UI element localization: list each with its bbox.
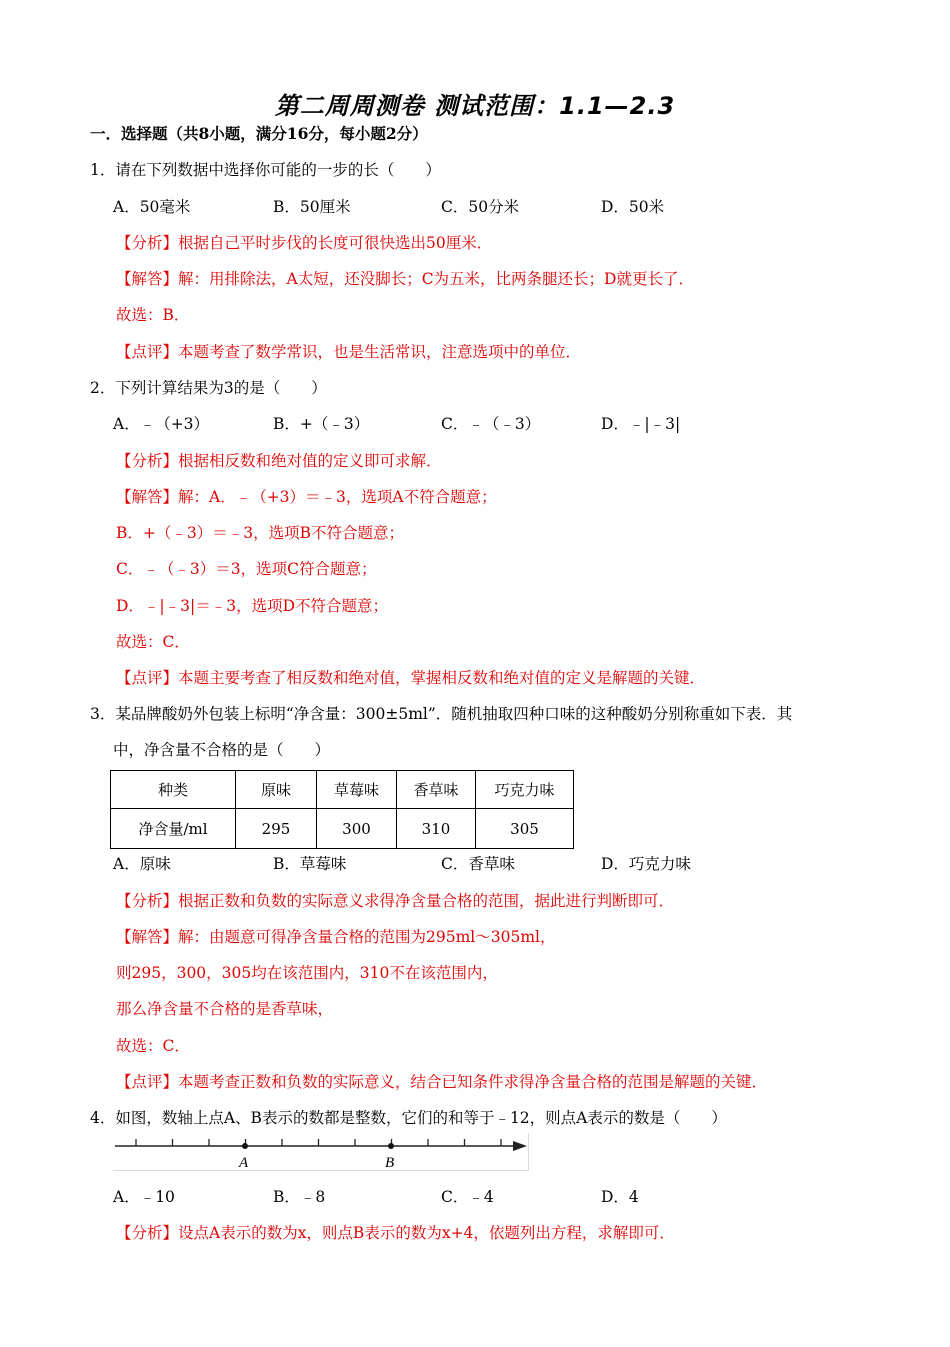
q4-option-a: A．﹣10 bbox=[113, 1188, 175, 1206]
q1-analysis: 【分析】根据自己平时步伐的长度可很快选出50厘米． bbox=[116, 234, 493, 252]
q2-choice: 故选：C． bbox=[116, 633, 190, 651]
q1-stem: 1．请在下列数据中选择你可能的一步的长（ ） bbox=[90, 161, 441, 179]
q1-option-b: B．50厘米 bbox=[273, 198, 351, 216]
point-a-dot bbox=[242, 1143, 248, 1149]
q3-option-d: D．巧克力味 bbox=[601, 855, 691, 873]
table-cell: 295 bbox=[236, 809, 317, 849]
q2-solution-b: B．+（﹣3）＝﹣3，选项B不符合题意； bbox=[116, 524, 404, 542]
table-row bbox=[111, 809, 574, 849]
q4-option-c: C．﹣4 bbox=[441, 1188, 494, 1206]
q3-comment: 【点评】本题考查正数和负数的实际意义，结合已知条件求得净含量合格的范围是解题的关键． bbox=[116, 1073, 768, 1091]
table-cell: 300 bbox=[317, 809, 397, 849]
q3-solution-line-3: 那么净含量不合格的是香草味， bbox=[116, 1000, 334, 1018]
section-heading: 一．选择题（共8小题，满分16分，每小题2分） bbox=[90, 124, 428, 143]
q3-option-b: B．草莓味 bbox=[273, 855, 347, 873]
q3-stem-line-2: 中，净含量不合格的是（ ） bbox=[113, 741, 331, 759]
table-cell: 巧克力味 bbox=[476, 771, 574, 809]
number-line-ticks bbox=[136, 1139, 501, 1146]
q2-comment: 【点评】本题主要考查了相反数和绝对值，掌握相反数和绝对值的定义是解题的关键． bbox=[116, 669, 706, 687]
table-cell: 草莓味 bbox=[317, 771, 397, 809]
q1-option-c: C．50分米 bbox=[441, 198, 520, 216]
q2-solution-d: D．﹣|﹣3|＝﹣3，选项D不符合题意； bbox=[116, 597, 389, 615]
q3-option-a: A．原味 bbox=[113, 855, 171, 873]
point-a-label: A bbox=[239, 1155, 249, 1171]
table-cell: 原味 bbox=[236, 771, 317, 809]
q1-option-d: D．50米 bbox=[601, 198, 665, 216]
q2-option-d: D．﹣|﹣3| bbox=[601, 415, 681, 433]
table-cell: 香草味 bbox=[397, 771, 476, 809]
q2-option-b: B．+（﹣3） bbox=[273, 415, 370, 433]
q1-choice: 故选：B． bbox=[116, 306, 190, 324]
table-cell: 种类 bbox=[111, 771, 236, 809]
q2-option-a: A．﹣（+3） bbox=[113, 415, 210, 433]
point-b-dot bbox=[388, 1143, 394, 1149]
table-cell: 310 bbox=[397, 809, 476, 849]
q2-solution: 【解答】解：A．﹣（+3）＝﹣3，选项A不符合题意； bbox=[116, 488, 497, 506]
q2-option-c: C．﹣（﹣3） bbox=[441, 415, 541, 433]
table-cell: 净含量/ml bbox=[111, 809, 236, 849]
q3-solution-line-2: 则295，300，305均在该范围内，310不在该范围内， bbox=[116, 964, 498, 982]
table-cell: 305 bbox=[476, 809, 574, 849]
number-line-figure bbox=[113, 1133, 529, 1171]
q1-solution: 【解答】解：用排除法，A太短，还没脚长；C为五米，比两条腿还长；D就更长了． bbox=[116, 270, 694, 288]
q2-analysis: 【分析】根据相反数和绝对值的定义即可求解． bbox=[116, 452, 442, 470]
q3-choice: 故选：C． bbox=[116, 1037, 190, 1055]
q1-option-a: A．50毫米 bbox=[113, 198, 191, 216]
q3-stem-line-1: 3．某品牌酸奶外包装上标明“净含量：300±5ml”．随机抽取四种口味的这种酸奶分别称重如下表．其 bbox=[90, 705, 793, 723]
q4-stem: 4．如图，数轴上点A、B表示的数都是整数，它们的和等于﹣12，则点A表示的数是（ ） bbox=[90, 1109, 727, 1127]
table-header-row bbox=[111, 771, 574, 809]
q2-stem: 2．下列计算结果为3的是（ ） bbox=[90, 379, 327, 397]
q2-solution-c: C．﹣（﹣3）＝3，选项C符合题意； bbox=[116, 560, 377, 578]
point-b-label: B bbox=[385, 1155, 395, 1171]
q4-option-b: B．﹣8 bbox=[273, 1188, 326, 1206]
number-line-arrowhead bbox=[513, 1141, 527, 1151]
q3-option-c: C．香草味 bbox=[441, 855, 515, 873]
q3-table bbox=[110, 770, 574, 849]
q3-solution: 【解答】解：由题意可得净含量合格的范围为295ml～305ml， bbox=[116, 928, 556, 946]
q4-option-d: D．4 bbox=[601, 1188, 639, 1206]
q1-comment: 【点评】本题考查了数学常识，也是生活常识，注意选项中的单位． bbox=[116, 343, 582, 361]
page-title: 第二周周测卷 测试范围：1.1—2.3 bbox=[274, 92, 676, 120]
q4-analysis: 【分析】设点A表示的数为x，则点B表示的数为x+4，依题列出方程，求解即可． bbox=[116, 1224, 675, 1242]
q3-analysis: 【分析】根据正数和负数的实际意义求得净含量合格的范围，据此进行判断即可． bbox=[116, 892, 675, 910]
